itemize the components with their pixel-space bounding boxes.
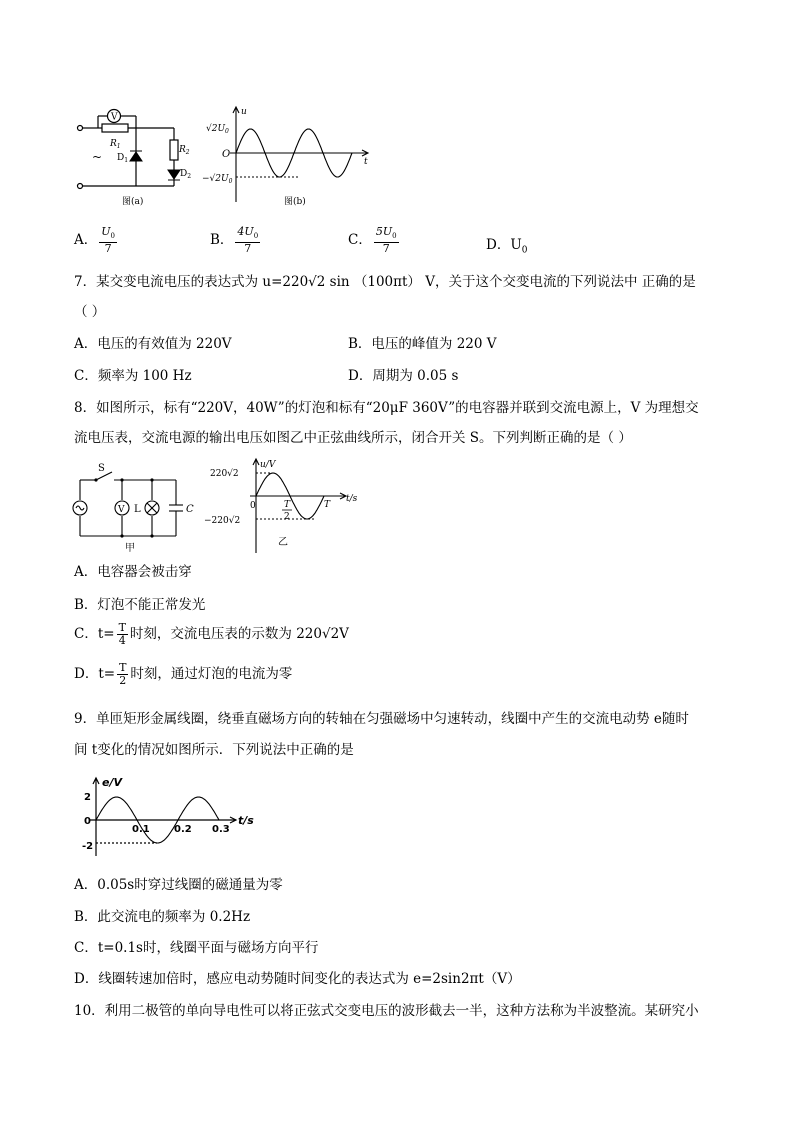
q8-circuit-figure	[72, 460, 202, 555]
svg-text:2: 2	[84, 792, 91, 803]
q9-emf-graph	[76, 772, 276, 860]
q7-option-b[interactable]: B．电压的峰值为 220 V	[348, 336, 497, 352]
svg-text:t: t	[364, 157, 368, 167]
svg-text:O: O	[222, 149, 231, 160]
svg-text:T: T	[284, 500, 291, 510]
svg-text:u: u	[241, 107, 247, 117]
switch-label: S	[98, 463, 105, 474]
svg-text:220√2: 220√2	[210, 469, 239, 479]
q8-stem-line2: 流电压表，交流电源的输出电压如图乙中正弦曲线所示，闭合开关 S。下列判断正确的是（ ）	[74, 430, 632, 446]
q9-option-d[interactable]: D．线圈转速加倍时，感应电动势随时间变化的表达式为 e=2sin2πt（V）	[74, 971, 521, 987]
q8-option-c[interactable]: C．t= $\frac{T}{4}$ 时刻，交流电压表的示数为 220√2V	[74, 621, 349, 647]
q8-option-b[interactable]: B．灯泡不能正常发光	[74, 597, 206, 613]
q6-waveform-figure	[200, 104, 380, 208]
q8-option-a[interactable]: A．电容器会被击穿	[74, 564, 192, 580]
lamp-label: L	[134, 504, 141, 515]
q7-stem-line1: 7．某交变电流电压的表达式为 u=220√2 sin （100πt） V，关于这个交变电流的下列说法中 正确的是	[74, 274, 696, 290]
ac-source-symbol: ~	[92, 150, 103, 164]
capacitor-label: C	[186, 504, 194, 515]
fig-a-caption: 图(a)	[122, 197, 144, 207]
q8-stem-line1: 8．如图所示，标有“220V，40W”的灯泡和标有“20μF 360V”的电容器并联到交流电源上，V 为理想交	[74, 400, 699, 416]
q8-option-d[interactable]: D．t= $\frac{T}{2}$ 时刻，通过灯泡的电流为零	[74, 661, 293, 687]
q6-option-b[interactable]: B． $\frac{4U_0}{7}$	[210, 225, 259, 256]
svg-text:t/s: t/s	[238, 814, 254, 827]
q9-stem-line2: 间 t变化的情况如图所示．下列说法中正确的是	[74, 742, 354, 758]
svg-text:e/V: e/V	[102, 776, 122, 789]
q7-option-a[interactable]: A．电压的有效值为 220V	[74, 336, 232, 352]
q6-option-a[interactable]: A． $\frac{U_0}{7}$	[74, 225, 115, 256]
q7-option-c[interactable]: C．频率为 100 Hz	[74, 368, 192, 384]
svg-text:−220√2: −220√2	[204, 516, 241, 526]
svg-text:D1: $D_1$	[117, 153, 129, 164]
fig-yi-caption: 乙	[278, 537, 288, 548]
svg-text:0: 0	[250, 501, 256, 511]
svg-text:-2: -2	[82, 841, 94, 852]
svg-text:R1: $R_1$	[110, 139, 121, 150]
fig-jia-caption: 甲	[125, 543, 135, 554]
svg-text:R2: $R_2$	[179, 145, 190, 156]
svg-text:T: T	[324, 500, 331, 510]
voltmeter-label: V	[118, 505, 125, 515]
fig-b-caption: 图(b)	[284, 197, 306, 207]
q9-stem-line1: 9．单匝矩形金属线圈，绕垂直磁场方向的转轴在匀强磁场中匀速转动，线圈中产生的交流电动势 e随时	[74, 711, 689, 727]
svg-text:0.2: 0.2	[174, 824, 192, 835]
q10-stem-line1: 10．利用二极管的单向导电性可以将正弦式交变电压的波形截去一半，这种方法称为半波整流。某研究小	[74, 1003, 699, 1019]
q7-stem-line2: （ ）	[74, 304, 106, 320]
q6-circuit-figure	[72, 104, 192, 208]
q7-option-d[interactable]: D．周期为 0.05 s	[348, 368, 459, 384]
svg-text:√2U0: $√2U_0$	[206, 124, 229, 135]
svg-text:0.1: 0.1	[132, 824, 150, 835]
q9-option-c[interactable]: C．t=0.1s时，线圈平面与磁场方向平行	[74, 940, 319, 956]
svg-text:−√2U0: $-√2U_0$	[202, 174, 233, 185]
svg-text:u/V: u/V	[260, 460, 276, 470]
q9-option-b[interactable]: B．此交流电的频率为 0.2Hz	[74, 909, 251, 925]
voltmeter-label: V	[111, 112, 118, 123]
svg-text:0.3: 0.3	[212, 824, 230, 835]
q6-option-c[interactable]: C． $\frac{5U_0}{7}$	[348, 225, 397, 256]
q9-option-a[interactable]: A．0.05s时穿过线圈的磁通量为零	[74, 877, 283, 893]
svg-text:2: 2	[284, 512, 290, 522]
svg-text:t/s: t/s	[346, 494, 358, 504]
q8-waveform-figure	[200, 455, 370, 560]
svg-text:D2: $D_2$	[180, 169, 192, 180]
q6-option-d[interactable]: D．$U_0$	[486, 237, 528, 256]
svg-text:0: 0	[84, 816, 91, 827]
